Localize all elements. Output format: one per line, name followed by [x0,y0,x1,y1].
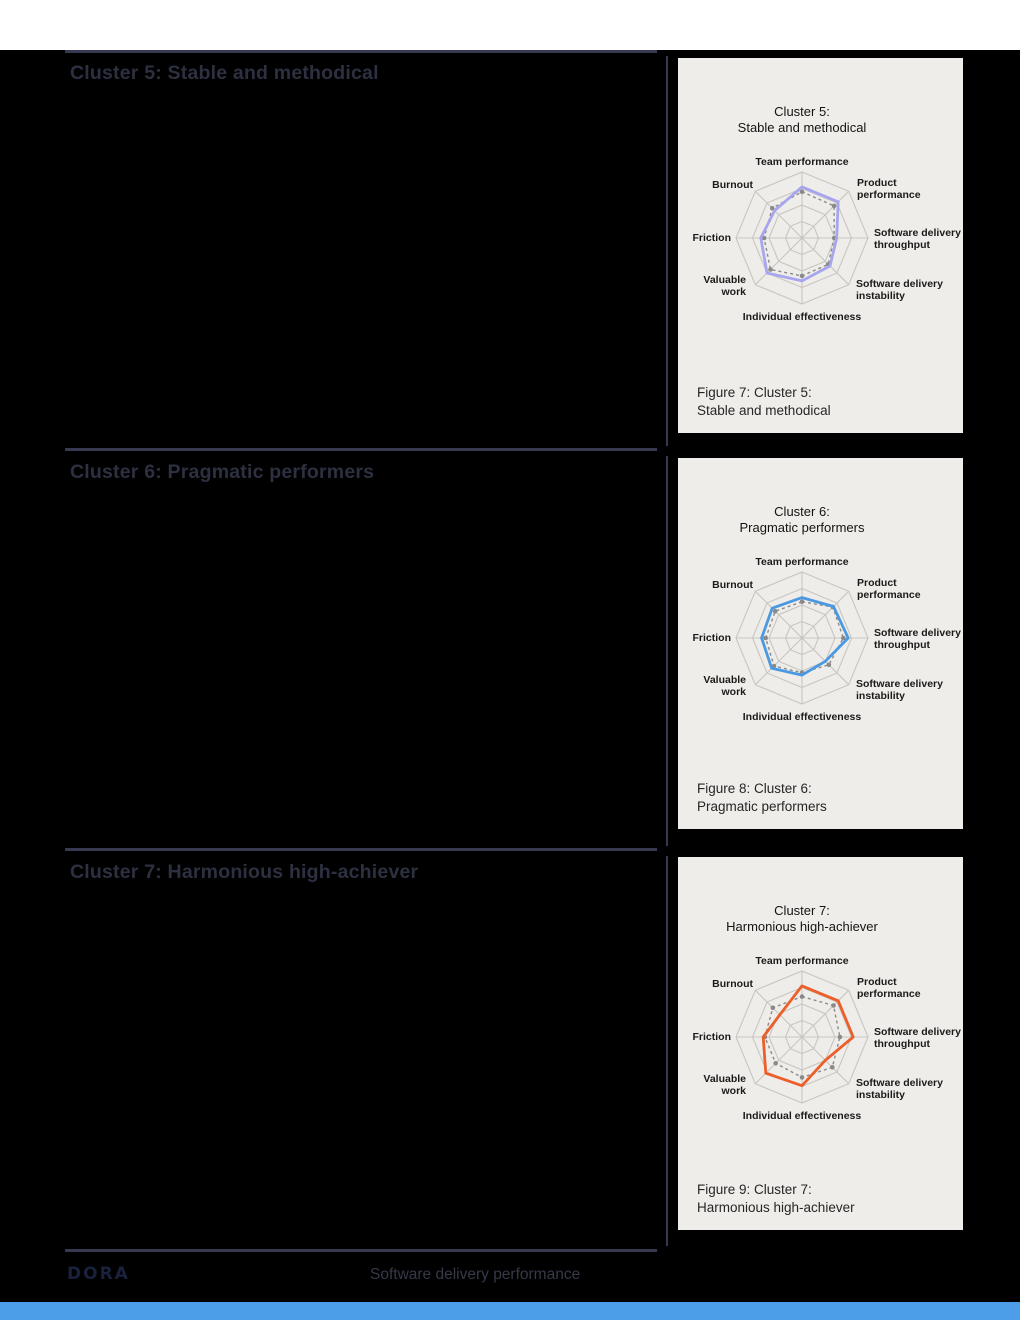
svg-text:Friction: Friction [692,232,731,244]
footer-running-title: Software delivery performance [370,1266,581,1283]
chart-title-line2: Stable and methodical [737,120,867,135]
section-divider [65,448,657,451]
figure-caption [697,384,831,419]
figure-caption-line1: Figure 9: Cluster 7: [697,1182,812,1197]
section-divider [65,848,657,851]
figure-card-cluster-6 [678,458,963,829]
svg-text:instability: instability [856,690,906,702]
chart-title-line1: Cluster 7: [774,903,830,918]
figure-card-cluster-5 [678,58,963,433]
svg-text:Product: Product [857,976,897,988]
svg-text:throughput: throughput [874,239,930,251]
vertical-rule [666,56,668,446]
svg-text:Software delivery: Software delivery [874,227,961,239]
svg-text:Valuable: Valuable [703,274,746,286]
svg-text:Team performance: Team performance [755,556,849,568]
section-heading-cluster-7: Cluster 7: Harmonious high-achiever [70,861,419,883]
chart-title-line2: Harmonious high-achiever [726,919,878,934]
figure-card-cluster-7 [678,857,963,1230]
svg-text:throughput: throughput [874,1038,930,1050]
figure-caption [697,1181,855,1216]
chart-title-line1: Cluster 5: [774,104,830,119]
svg-text:Individual effectiveness: Individual effectiveness [742,711,862,723]
vertical-rule [666,856,668,1246]
section-heading-cluster-5: Cluster 5: Stable and methodical [70,62,379,84]
figure-caption [697,780,827,815]
figure-caption-line2: Stable and methodical [697,402,831,418]
svg-text:Team performance: Team performance [755,955,849,967]
svg-text:throughput: throughput [874,639,930,651]
chart-title [680,504,924,536]
svg-text:Friction: Friction [692,632,731,644]
dora-logo: DORA [67,1264,130,1284]
svg-text:Burnout: Burnout [712,978,753,990]
svg-text:work: work [721,1085,746,1097]
svg-text:Software delivery: Software delivery [874,1026,961,1038]
section-divider [65,50,657,53]
svg-text:instability: instability [856,1089,906,1101]
svg-text:Burnout: Burnout [712,179,753,191]
svg-text:Burnout: Burnout [712,579,753,591]
svg-text:Valuable: Valuable [703,674,746,686]
figure-caption-line2: Pragmatic performers [697,798,827,814]
svg-text:Product: Product [857,177,897,189]
radar-chart-cluster-5 [678,148,963,378]
svg-text:performance: performance [857,988,921,1000]
svg-text:performance: performance [857,189,921,201]
chart-title [680,104,924,136]
radar-chart-cluster-6 [678,548,963,778]
accent-bar [0,1302,1020,1320]
figure-caption-line1: Figure 8: Cluster 6: [697,781,812,796]
svg-text:Software delivery: Software delivery [856,278,943,290]
svg-text:instability: instability [856,290,906,302]
radar-chart-cluster-7 [678,947,963,1177]
svg-text:Individual effectiveness: Individual effectiveness [742,1110,862,1122]
svg-text:work: work [721,686,746,698]
chart-title [680,903,924,935]
svg-text:work: work [721,286,746,298]
svg-text:Software delivery: Software delivery [856,1077,943,1089]
vertical-rule [666,456,668,846]
chart-title-line2: Pragmatic performers [739,520,865,535]
svg-text:Software delivery: Software delivery [856,678,943,690]
footer-divider [65,1249,657,1252]
svg-text:Software delivery: Software delivery [874,627,961,639]
svg-text:Team performance: Team performance [755,156,849,168]
chart-title-line1: Cluster 6: [774,504,830,519]
svg-text:Product: Product [857,577,897,589]
page-top-margin [0,0,1020,50]
figure-caption-line2: Harmonious high-achiever [697,1199,855,1215]
section-heading-cluster-6: Cluster 6: Pragmatic performers [70,461,375,483]
figure-caption-line1: Figure 7: Cluster 5: [697,385,812,400]
svg-text:Valuable: Valuable [703,1073,746,1085]
svg-text:performance: performance [857,589,921,601]
svg-text:Friction: Friction [692,1031,731,1043]
svg-text:Individual effectiveness: Individual effectiveness [742,311,862,323]
